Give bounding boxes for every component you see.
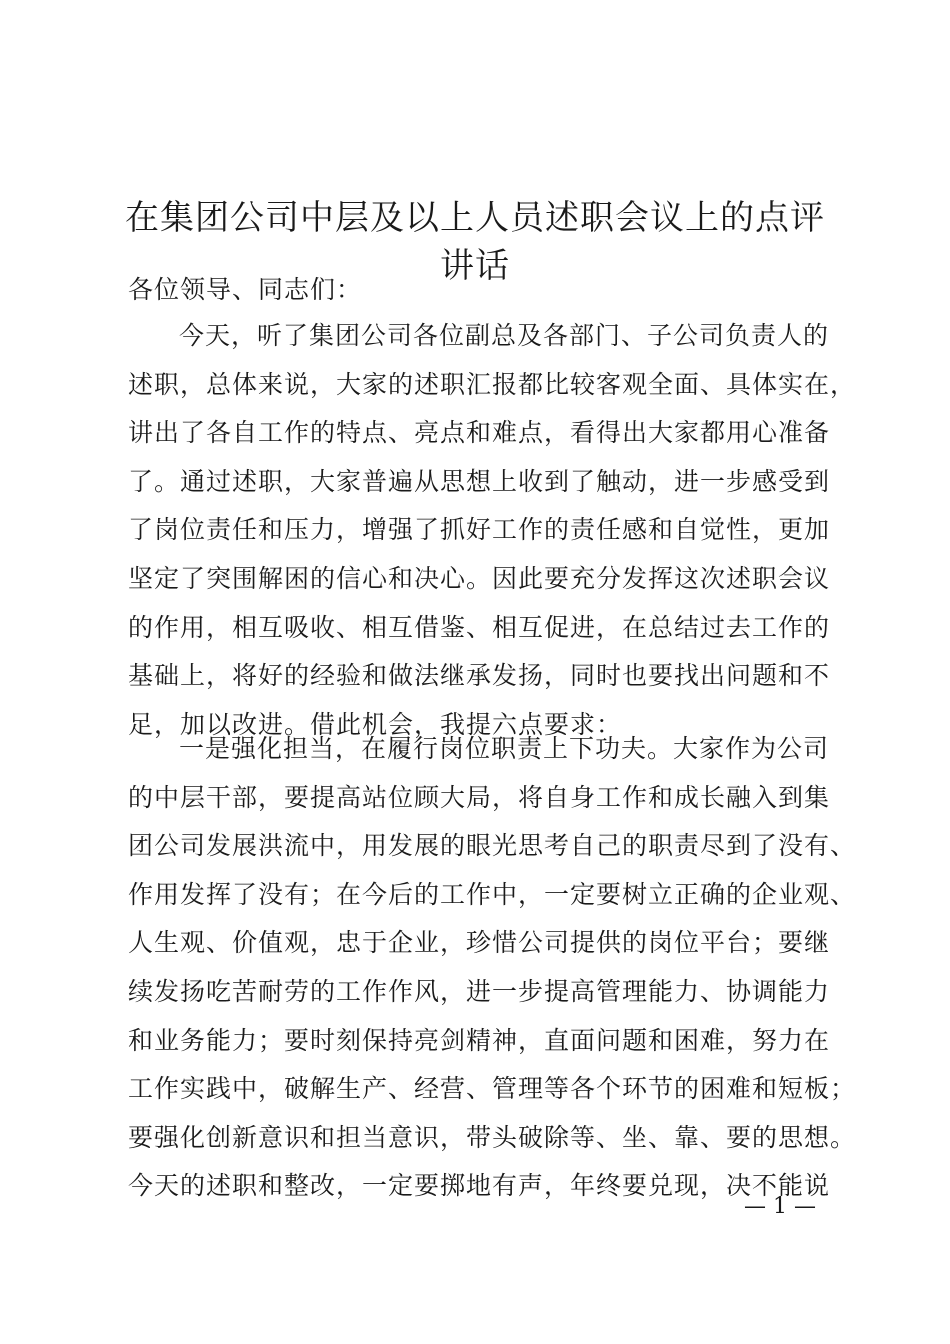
paragraph-requirement-one (128, 725, 857, 1211)
paragraph-line: 的中层干部，要提高站位顾大局，将自身工作和成长融入到集 (128, 782, 831, 812)
paragraph-line: 述职，总体来说，大家的述职汇报都比较客观全面、具体实在， (128, 369, 857, 399)
title-line: 讲话 (440, 246, 510, 287)
paragraph-line: 基础上，将好的经验和做法继承发扬，同时也要找出问题和不 (128, 661, 831, 691)
paragraph-line: 作用发挥了没有；在今后的工作中，一定要树立正确的企业观、 (128, 879, 857, 909)
paragraph-line: 了岗位责任和压力，增强了抓好工作的责任感和自觉性，更加 (128, 515, 831, 545)
paragraph-line: 的作用，相互吸收、相互借鉴、相互促进，在总结过去工作的 (128, 612, 831, 642)
paragraph-line: 了。通过述职，大家普遍从思想上收到了触动，进一步感受到 (128, 466, 831, 496)
paragraph-line: 工作实践中，破解生产、经营、管理等各个环节的困难和短板； (128, 1074, 857, 1104)
paragraph-line: 一是强化担当，在履行岗位职责上下功夫。大家作为公司 (179, 734, 830, 763)
paragraph-intro (128, 312, 857, 749)
paragraph-line: 人生观、价值观，忠于企业，珍惜公司提供的岗位平台；要继 (128, 928, 831, 958)
paragraph-line: 讲出了各自工作的特点、亮点和难点，看得出大家都用心准备 (128, 418, 831, 448)
salutation: 各位领导、同志们： (128, 275, 363, 304)
paragraph-line: 足，加以改进。借此机会，我提六点要求： (128, 709, 623, 739)
title-line: 在集团公司中层及以上人员述职会议上的点评 (125, 197, 825, 238)
paragraph-line: 今天，听了集团公司各位副总及各部门、子公司负责人的 (179, 321, 830, 350)
page-number: — 1 — (744, 1194, 816, 1219)
paragraph-line: 今天的述职和整改，一定要掷地有声，年终要兑现，决不能说 (128, 1171, 831, 1201)
paragraph-line: 和业务能力；要时刻保持亮剑精神，直面问题和困难，努力在 (128, 1025, 831, 1055)
paragraph-line: 团公司发展洪流中，用发展的眼光思考自己的职责尽到了没有、 (128, 831, 857, 861)
paragraph-line: 要强化创新意识和担当意识，带头破除等、坐、靠、要的思想。 (128, 1122, 857, 1152)
paragraph-line: 坚定了突围解困的信心和决心。因此要充分发挥这次述职会议 (128, 563, 831, 593)
paragraph-line: 续发扬吃苦耐劳的工作作风，进一步提高管理能力、协调能力 (128, 976, 831, 1006)
